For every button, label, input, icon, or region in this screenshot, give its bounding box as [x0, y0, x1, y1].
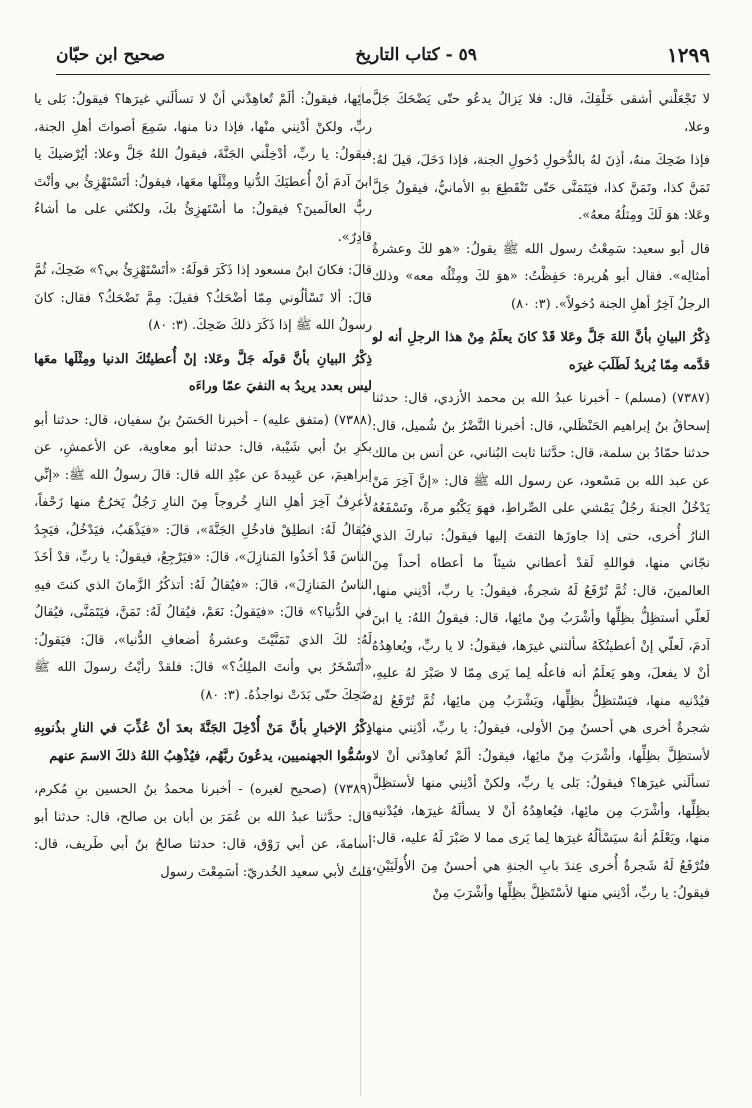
paragraph: لا تَجْعَلْني أشقى خَلْقِكَ، قال: فلا يَزالُ يدعُو حتّى يَضْحَكَ جَلَّ وعلا،	[372, 92, 710, 135]
page-header	[56, 40, 710, 70]
header-rule	[56, 74, 710, 75]
hadith-7387: (٧٣٨٧) (مسلم) - أخبرنا عبدُ الله بن محمد الأزدي، قال: حدثنا إسحاقُ بنُ إبراهيم الحَنْظَلي، قال: أخبرنا النَّضْرُ بنُ شُميل، قال: حدثنا حمّادُ بن سلمة، قال: حدَّثنا ثابت البُناني، عن أنس بن مالك عن عبد الله بن مَسْعود، عن رسول الله ﷺ قال: «إنَّ آخِرَ مَنْ يَدْخُلُ الجنةَ رجُلٌ يَمْشي على الصِّراطِ، فهوَ يَكْبُو مرةً، وتَسْفَعُهُ النارُ أُخرى، حتى إذا جاوزَها التفتَ إليها فيقولُ: تباركَ الذي نجّاني منها، فواللهِ لَقدْ أعطاني شيئاً ما أعطاه أحداً مِنَ العالمينَ، قال: ثُمَّ تُرْفَعُ لَهُ شجرةٌ، فيقولُ: يا ربِّ، أدْنِني منها، لَعلّي أستظِلُّ بظِلِّها وأشْرَبُ مِنْ مائِها، قال: فيقولُ اللهُ: يا ابنَ آدمَ، لَعلّي إنْ أعطيتُكَهُ سألتني غيرَها، فيقولُ: لا يا ربِّ، ويُعاهِدُهُ أنْ لا يفعلَ، وهو يَعلَمُ أنه فاعلُه لِما يَرى مِمّا لا صَبْرَ لهُ عليهِ، فيُدْنيه منها، فيَسْتظِلُّ بظِلِّها، ويَشْرَبُ مِن مائِها، ثُمَّ تُرْفَعُ لهُ شجرةٌ أخرى هي أحسنُ مِنَ الأولى، فيقولُ: يا ربِّ، أدْنِني منها لأستظِلَّ بظِلِّها، وأشْرَبَ مِنْ مائِها، فيقولُ: ألَمْ تُعاهِدْني أنْ لا تسألَني غيرَها؟ فيقولُ: بَلى يا ربِّ، ولكنْ أدْنِني منها لأستظِلَّ بظِلِّها، وأشْرَبَ مِن مائِها، فيُعاهِدُهُ أنْ لا يسألَهُ غيرَها، فيُدْنيه منها، ويَعْلَمُ أنهُ سيَسْألُهُ غيرَها لِما يَرى مما لا صَبْرَ لَهُ عليه، قال: فتُرْفَعُ لَهُ شَجرةٌ أُخرى عِندَ بابِ الجنةِ هي أحسنُ مِنَ الأُولَيَيْنِ، فيقولُ: يا ربِّ، أدْنِني منها لأسْتَظِلَّ بظِلِّها وأشْرَبَ مِنْ	[372, 391, 710, 901]
paragraph: فإذا ضَحِكَ منهُ، أذِنَ لهُ بالدُّخولِ دُخولِ الجنة، فإذا دَخَلَ، قيلَ لهُ: تَمَنَّ كذا، وتَمَنَّ كذا، فيَتَمَنَّى حَتّى تَنْقَطِعَ بهِ الأمانيُّ، فيقولُ جَلَّ وعَلا: هوَ لَكَ ومِثلُهُ معهُ».	[372, 153, 710, 223]
right-column	[372, 86, 710, 1101]
chapter-title: ٥٩ - كتاب التاريخ	[355, 45, 477, 65]
page-number: ١٢٩٩	[667, 43, 710, 67]
hadith-7388: (٧٣٨٨) (متفق عليه) - أخبرنا الحَسَنُ بنُ سفيان، قال: حدثنا أبو بكرِ بنُ أبي شَيْبة، قال: حدثنا أبو معاوية، عن الأعمشِ، عن إبراهيمَ، عن عَبِيدةَ عن عبْدِ الله قال: قالَ رسولُ الله ﷺ: «إنِّي لأعرِفُ آخِرَ أهلِ النارِ خُروجاً مِنَ النارِ رَجُلٌ يَخرُجُ منها زَحْفاً، فيُقالُ لَهُ: انطلِقْ فادخُلِ الجَنَّةَ»، قالَ: «فيَذْهَبُ، فيَدْخُلُ، فيَجِدُ الناسَ قَدْ أخَذُوا المَنازِلَ»، قالَ: «فيَرْجِعُ، فيقولُ: يا ربِّ، قدْ أخَذَ الناسُ المَنازِلَ»، قالَ: «فيُقالُ لَهُ: أتذكُرُ الزَّمانَ الذي كنتَ فيهِ في الدُّنيا؟» قالَ: «فيَقولُ: نَعَمْ، فيُقالُ لَهُ: تَمَنَّ، فيَتَمَنَّى، فيُقالُ لَهُ: لكَ الذي تَمَنَّيْتَ وعشرةُ أضعافِ الدُّنيا»، قالَ: فيَقولُ: «أتَسْخَرُ بي وأنتَ الملِكُ؟» قالَ: فلقدْ رأيْتُ رسولَ الله ﷺ ضَحِكَ حتّى بَدَتْ نواجذُهُ. (٣: ٨٠)	[34, 412, 372, 703]
book-title: صحيح ابن حبّان	[56, 45, 166, 65]
section-heading: ذِكْرُ البيانِ بأنَّ اللهَ جَلَّ وعَلا قَدْ كانَ يعلَمُ مِنْ هذا الرجلِ أنه لو قدَّمه مِمّا يُريدُ لَطَلَبَ غيرَه	[372, 330, 710, 373]
left-column	[34, 86, 372, 1101]
hadith-7389: (٧٣٨٩) (صحيح لغيره) - أخبرنا محمدُ بنُ الحسين بنِ مُكرم، قال: حدَّثنا عبدُ الله بن عُمَرَ بن أبان بن صالح، قال: حدثنا أبو أسامةَ، عن أبي رَوْق، قال: حدثنا صالحُ بنُ أبي طَريف، قال: قلتُ لأبي سعيد الخُدريّ: أسَمِعْتَ رسول	[34, 782, 372, 880]
section-heading: ذِكْرُ الإخبارِ بأنَّ مَنْ أُدْخِلَ الجَنَّةَ بعدَ أنْ عُذِّبَ في النارِ بذُنوبِهِ وسُمُّوا الجهنميين، يدعُونَ ربَّهُم، فيُذْهِبُ اللهُ ذلكَ الاسمَ عنهم	[34, 721, 372, 764]
paragraph: مائِها، فيقولُ: ألَمْ تُعاهِدْني أنْ لا تسألَني غيرَها؟ فيقولُ: بَلى يا ربِّ، ولكنْ أدْنِني منْها، فإذا دنا منها، سَمِعَ أصواتَ أهلِ الجنة، فيقولُ: يا ربِّ، أدْخِلْني الجَنَّةَ، فيقولُ اللهُ جَلَّ وعلا: أيُرْضيكَ يا ابنَ آدمَ أنْ أُعطيَكَ الدُّنيا ومِثْلَها معَها، فيقولُ: أتَسْتَهْزِئُ بي وأنْتَ ربُّ العالَمينَ؟ فيقولُ: ما أسْتَهزِئُ بكَ، ولكنّني على ما أشاءُ قادِرٌ».	[34, 92, 372, 245]
paragraph: قال أبو سعيد: سَمِعْتُ رسول الله ﷺ يقولُ: «هو لكَ وعشرةُ أمثالِه». فقال أبو هُريرة: حَفِظْتُ: «هوَ لكَ ومِثْلُه معه» وذلك الرجلُ آخِرُ أهلِ الجنة دُخولاً». (٣: ٨٠)	[372, 241, 710, 312]
paragraph: قالَ: فكانَ ابنُ مسعود إذا ذَكَرَ قولَهُ: «أتَسْتَهْزِئُ بي؟» ضَحِكَ، ثُمَّ قالَ: ألا تَسْألُوني مِمّا أضْحَكُ؟ فقيلَ: مِمَّ تَضْحَكُ؟ فقال: كانَ رسولُ الله ﷺ إذا ذَكَرَ ذلكَ ضَحِكَ. (٣: ٨٠)	[34, 263, 372, 333]
section-heading: ذِكْرُ البيانِ بأنَّ قولَه جَلَّ وعَلا: إنْ أُعطيتُكَ الدنيا ومِثْلَها معَها ليس بعدد يريدُ به النفيَ عمّا وراءَه	[34, 351, 372, 394]
